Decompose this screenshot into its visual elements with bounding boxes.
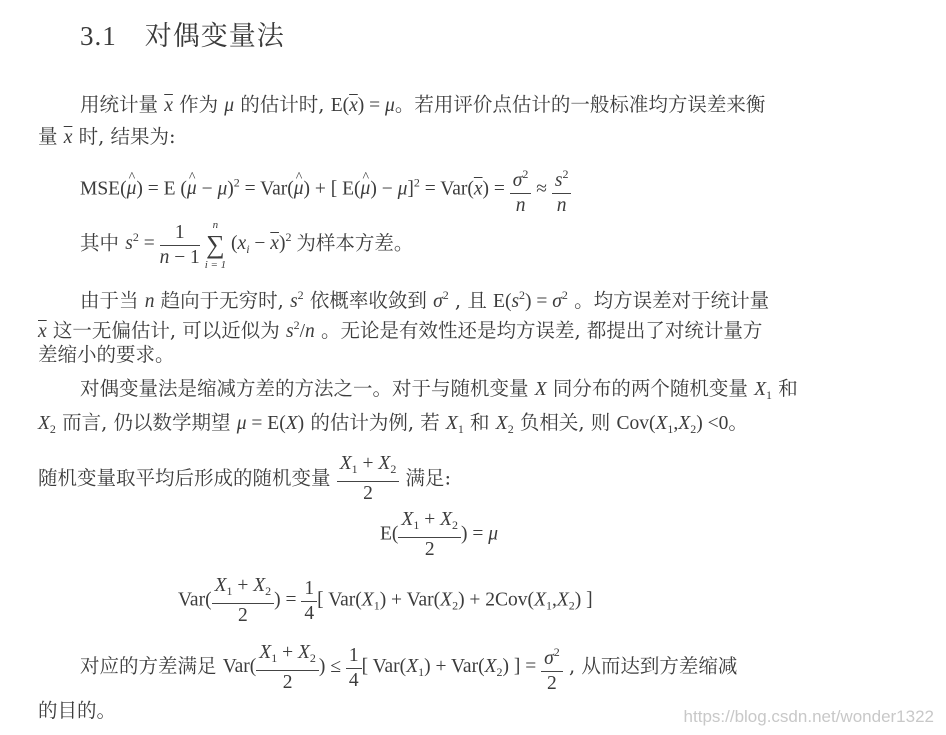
paragraph-1-line-2: 量 $\overline{x}$ 时, 结果为: [38, 125, 176, 148]
paragraph-4-line-1: 对偶变量法是缩减方差的方法之一。对于与随机变量 X 同分布的两个随机变量 $X_1$ 和 [80, 377, 798, 402]
equation-variance: Var( $\frac{X_1 + X_2}{2}$ ) = $\frac{1}{4}$ [ $Var(X_1) + Var(X_2) + 2Cov(X_1,X_2)$ ] [178, 575, 593, 626]
equation-mse: MSE(^ μ) = E (^ μ − μ)$^2$ = Var(^ μ) + [ E(^ $\mu) - \mu]^2 = Var(\overline{x})$ = $\frac{\sigma^2}{n}$ ≈ $\frac{s^2}{n}$ [80, 162, 571, 218]
paragraph-5-line-1: 对应的方差满足 Var( $\frac{X_1 + X_2}{2}$ ) ≤ $\frac{1}{4}$ [ $Var(X_1) + Var(X_2)$ ] = $\frac{\sigma^2}{2}$ , 从而达到方差缩减 [80, 642, 738, 694]
paragraph-4-line-2: $X_2$ 而言, 仍以数学期望 μ = E(X) 的估计为例, 若 $X_1$ 和 $X_2$ 负相关, 则 $Cov(X_1,X_2) <0$。 [38, 411, 748, 436]
section-title: 对偶变量法 [144, 21, 285, 52]
paragraph-3-line-2: $\overline{x}$ 这一无偏估计, 可以近似为 $s^2/n$ 。无论是有效性还是均方误差, 都提出了对统计量方 [38, 318, 763, 342]
watermark-url: https://blog.csdn.net/wonder1322 [683, 707, 934, 726]
equation-expectation: E( $\frac{X_1 + X_2}{2}$ ) = μ [380, 509, 499, 560]
equation-sample-variance: 其中 $s^2$ = $\frac{1}{n - 1}$ n ∑ i = 1 $(x_i - \overline{x})^2$ 为样本方差。 [80, 219, 414, 271]
section-number: 3.1 [80, 21, 117, 51]
paragraph-3-line-1: 由于当 n 趋向于无穷时, $s^2$ 依概率收敛到 $\sigma^2$ , 且 $E(s^2) = \sigma^2$ 。均方误差对于统计量 [80, 288, 770, 312]
paragraph-4-line-3: 随机变量取平均后形成的随机变量 $\frac{X_1 + X_2}{2}$ 满足: [38, 453, 452, 504]
paragraph-5-line-2: 的目的。 [38, 699, 117, 722]
section-heading [80, 14, 285, 53]
paragraph-1-line-1: 用统计量 $\overline{x}$ 作为 μ 的估计时, $E(\overline{x}) = \mu$。若用评价点估计的一般标准均方误差来衡 [80, 93, 766, 116]
paragraph-3-line-3: 差缩小的要求。 [38, 343, 175, 366]
x-bar: $\overline{x}$ [164, 95, 173, 116]
